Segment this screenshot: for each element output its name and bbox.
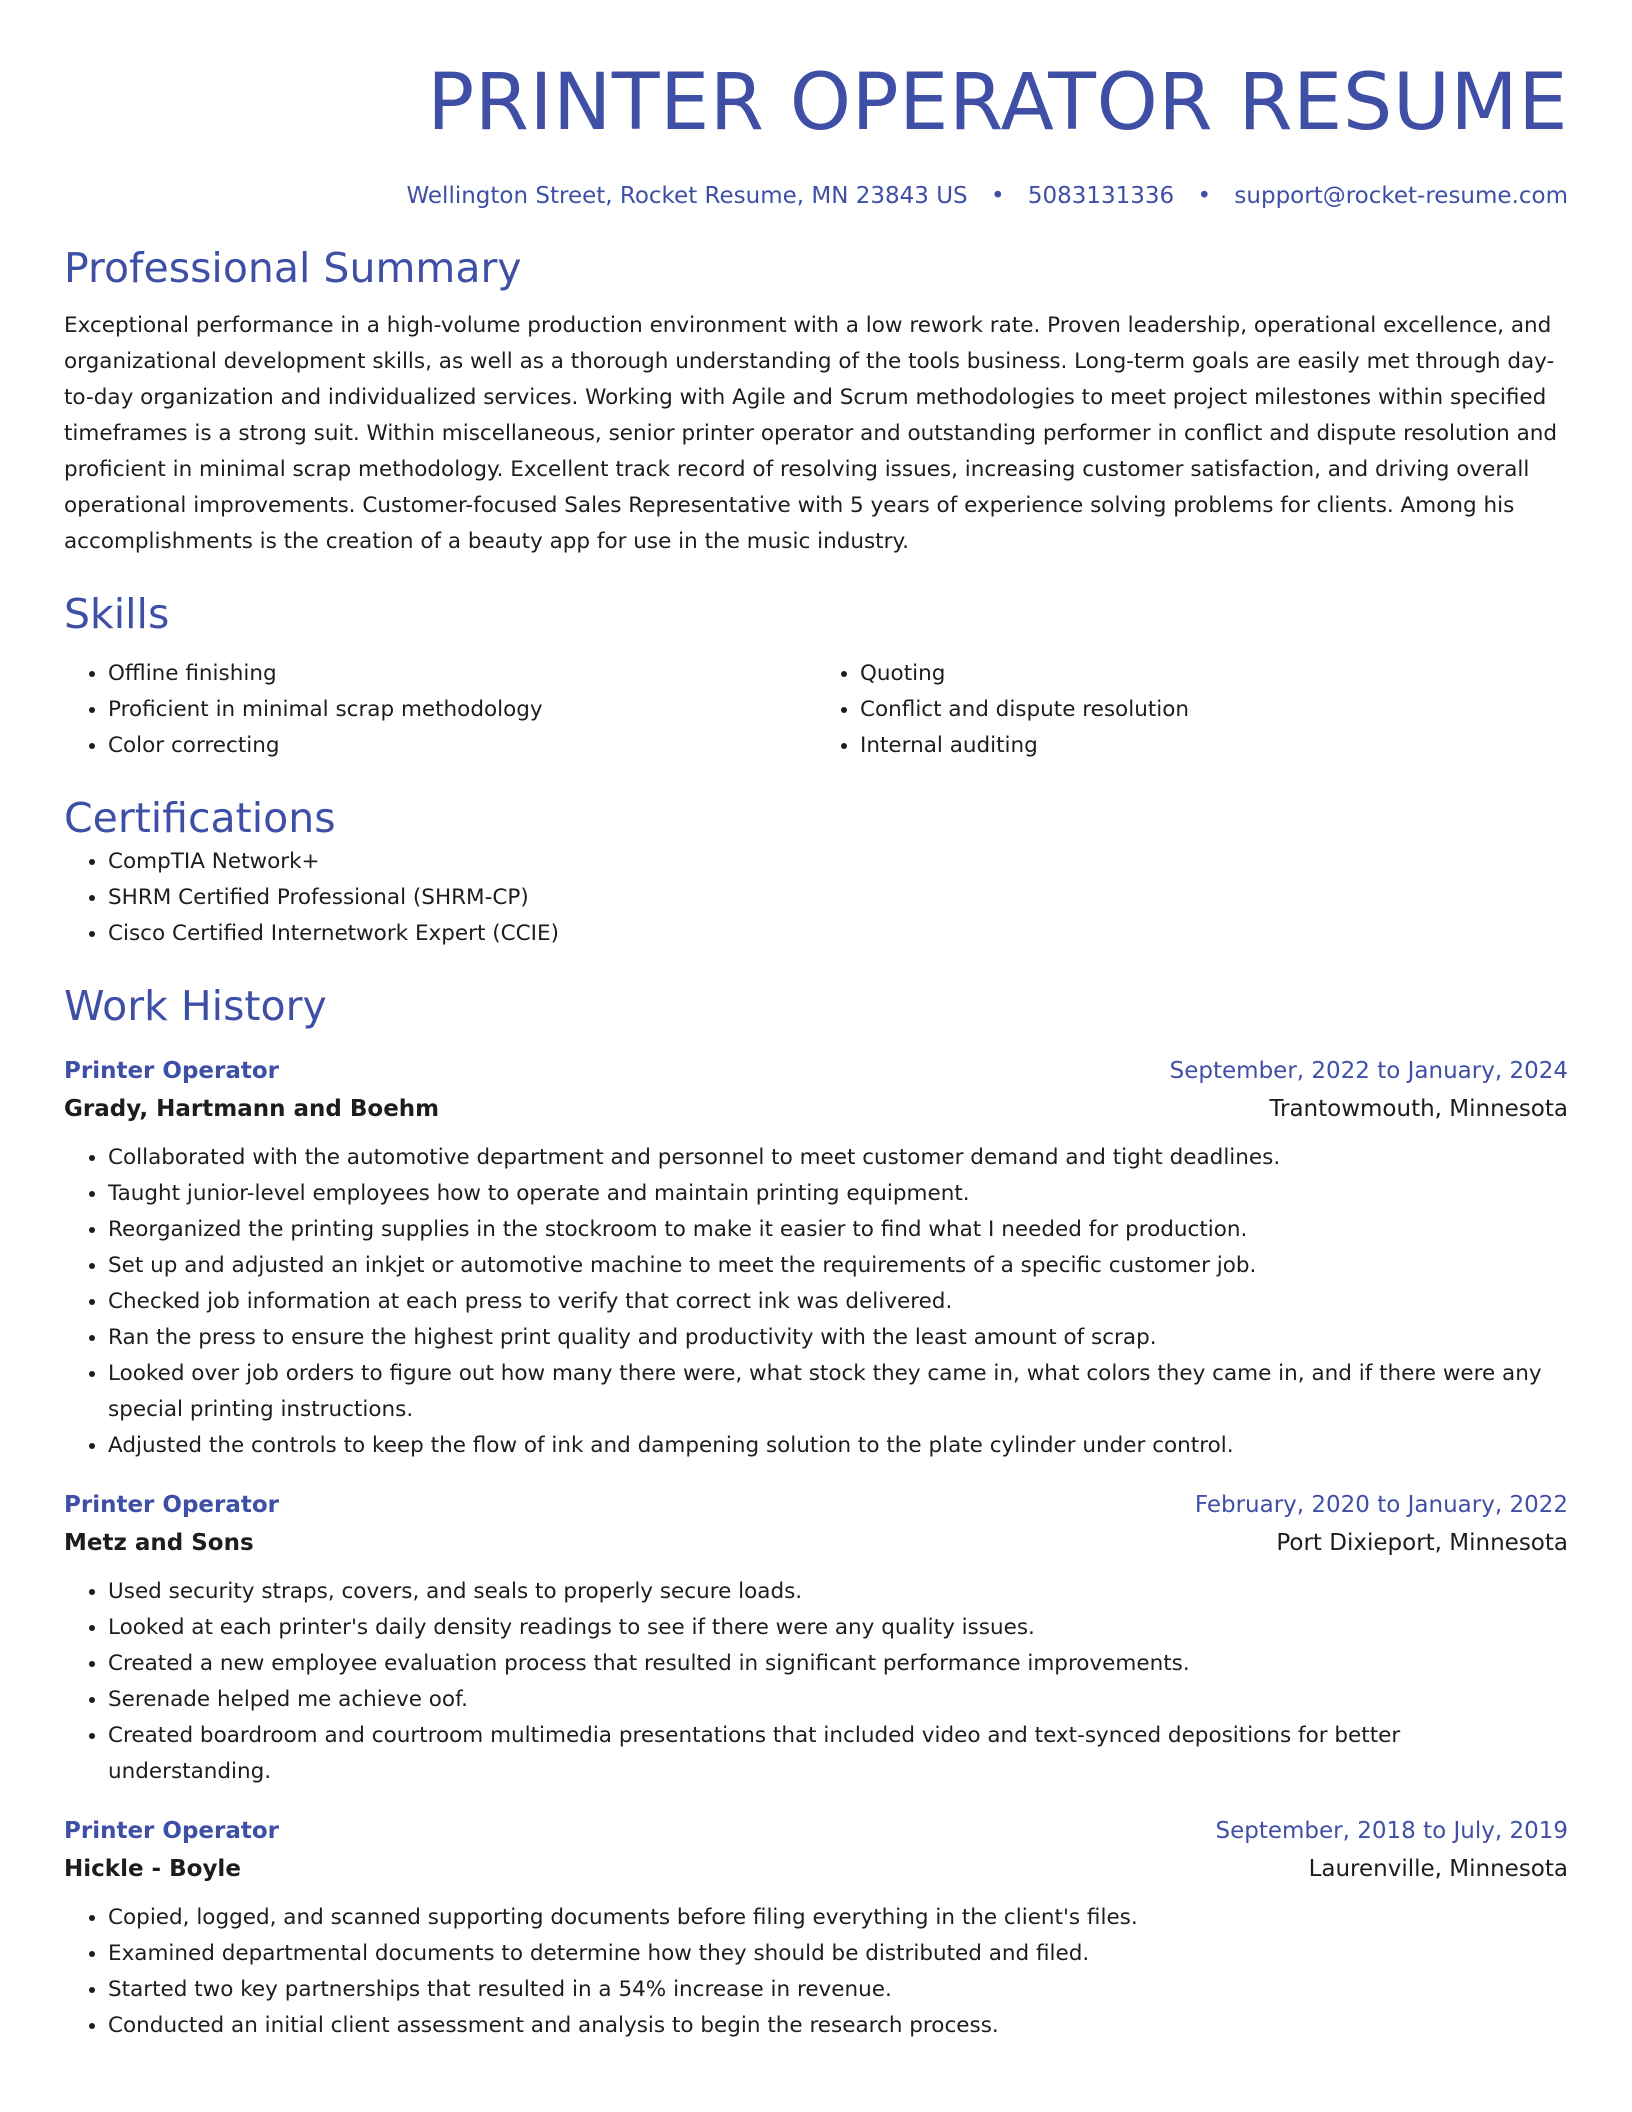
certifications-section [64, 792, 1568, 952]
job-title-row [64, 1054, 1568, 1088]
job-duties-list [64, 1574, 1568, 1790]
job-duty-item: • Copied, logged, and scanned supporting documents before filing everything in the client's files. [108, 1900, 1568, 1936]
job-title: Printer Operator [64, 1818, 280, 1844]
job-duty-item: • Looked at each printer's daily density readings to see if there were any quality issues. [108, 1610, 1568, 1646]
job-title-row [64, 1814, 1568, 1848]
skills-heading: Skills [64, 590, 170, 638]
contact-separator: • [990, 183, 1005, 209]
job-duty-item: • Set up and adjusted an inkjet or automotive machine to meet the requirements of a specific customer job. [108, 1248, 1568, 1284]
skills-column-right [816, 656, 1568, 764]
job-location: Laurenville, Minnesota [1308, 1856, 1568, 1882]
skill-item: • Color correcting [108, 728, 816, 764]
job-duty-item: • Reorganized the printing supplies in the stockroom to make it easier to find what I needed for production. [108, 1212, 1568, 1248]
job-duty-item: • Conducted an initial client assessment and analysis to begin the research process. [108, 2008, 1568, 2044]
job-duty-item: • Serenade helped me achieve oof. [108, 1682, 1568, 1718]
job-location: Trantowmouth, Minnesota [1269, 1096, 1568, 1122]
certifications-heading: Certifications [64, 794, 336, 842]
contact-address: Wellington Street, Rocket Resume, MN 23843 US [406, 183, 968, 209]
job-duty-item: • Used security straps, covers, and seals to properly secure loads. [108, 1574, 1568, 1610]
job-title: Printer Operator [64, 1492, 280, 1518]
certifications-list [64, 844, 1568, 952]
job-duty-item: • Taught junior-level employees how to operate and maintain printing equipment. [108, 1176, 1568, 1212]
summary-heading: Professional Summary [64, 244, 522, 292]
certification-item: • CompTIA Network+ [108, 844, 1568, 880]
job-entry [64, 1814, 1568, 2044]
certification-item: • SHRM Certified Professional (SHRM-CP) [108, 880, 1568, 916]
resume-header [64, 0, 1568, 212]
job-duties-list [64, 1140, 1568, 1464]
skill-item: • Quoting [860, 656, 1568, 692]
contact-phone[interactable]: 5083131336 [1027, 183, 1175, 209]
skill-item: • Proficient in minimal scrap methodology [108, 692, 816, 728]
job-duty-item: • Checked job information at each press to verify that correct ink was delivered. [108, 1284, 1568, 1320]
summary-section [64, 242, 1568, 560]
job-duty-item: • Started two key partnerships that resulted in a 54% increase in revenue. [108, 1972, 1568, 2008]
job-dates: September, 2018 to July, 2019 [1215, 1818, 1568, 1844]
skills-section [64, 588, 1568, 764]
job-duty-item: • Created a new employee evaluation process that resulted in significant performance improvements. [108, 1646, 1568, 1682]
job-company-row [64, 1088, 1568, 1130]
skills-list-right [816, 656, 1568, 764]
skill-item: • Conflict and dispute resolution [860, 692, 1568, 728]
skill-item: • Internal auditing [860, 728, 1568, 764]
job-duties-list [64, 1900, 1568, 2044]
skill-item: • Offline finishing [108, 656, 816, 692]
job-duty-item: • Adjusted the controls to keep the flow of ink and dampening solution to the plate cylinder under control. [108, 1428, 1568, 1464]
resume-title: PRINTER OPERATOR RESUME [427, 58, 1568, 148]
job-dates: February, 2020 to January, 2022 [1194, 1492, 1568, 1518]
work-history-section [64, 980, 1568, 2044]
job-duty-item: • Looked over job orders to figure out how many there were, what stock they came in, what colors they came in, and if there were any special printing instructions. [108, 1356, 1568, 1428]
job-company-row [64, 1522, 1568, 1564]
job-entry [64, 1488, 1568, 1790]
contact-line [64, 180, 1568, 212]
job-title-row [64, 1488, 1568, 1522]
job-location: Port Dixieport, Minnesota [1276, 1530, 1568, 1556]
summary-text: Exceptional performance in a high-volume production environment with a low rework rate. Proven leadership, operational excellence, and organizational development skills, as well as a thorough understanding of the tools business. Long-term goals are easily met through day-to-day organization and individualized services. Working with Agile and Scrum methodologies to meet project milestones within specified timeframes is a strong suit. Within miscellaneous, senior printer operator and outstanding performer in conflict and dispute resolution and proficient in minimal scrap methodology. Excellent track record of resolving issues, increasing customer satisfaction, and driving overall operational improvements. Customer-focused Sales Representative with 5 years of experience solving problems for clients. Among his accomplishments is the creation of a beauty app for use in the music industry. [64, 313, 1558, 554]
job-company: Grady, Hartmann and Boehm [64, 1096, 440, 1122]
job-duty-item: • Collaborated with the automotive department and personnel to meet customer demand and tight deadlines. [108, 1140, 1568, 1176]
job-duty-item: • Created boardroom and courtroom multimedia presentations that included video and text-synced depositions for better understanding. [108, 1718, 1568, 1790]
job-entry [64, 1054, 1568, 1464]
job-company: Hickle - Boyle [64, 1856, 241, 1882]
job-duty-item: • Ran the press to ensure the highest print quality and productivity with the least amount of scrap. [108, 1320, 1568, 1356]
job-duty-item: • Examined departmental documents to determine how they should be distributed and filed. [108, 1936, 1568, 1972]
work-history-heading: Work History [64, 982, 327, 1030]
skills-grid [64, 656, 1568, 764]
contact-separator: • [1197, 183, 1212, 209]
contact-email[interactable]: support@rocket-resume.com [1234, 183, 1568, 209]
skills-column-left [64, 656, 816, 764]
skills-list-left [64, 656, 816, 764]
job-company: Metz and Sons [64, 1530, 254, 1556]
job-dates: September, 2022 to January, 2024 [1169, 1058, 1568, 1084]
job-title: Printer Operator [64, 1058, 280, 1084]
job-company-row [64, 1848, 1568, 1890]
certification-item: • Cisco Certified Internetwork Expert (CCIE) [108, 916, 1568, 952]
